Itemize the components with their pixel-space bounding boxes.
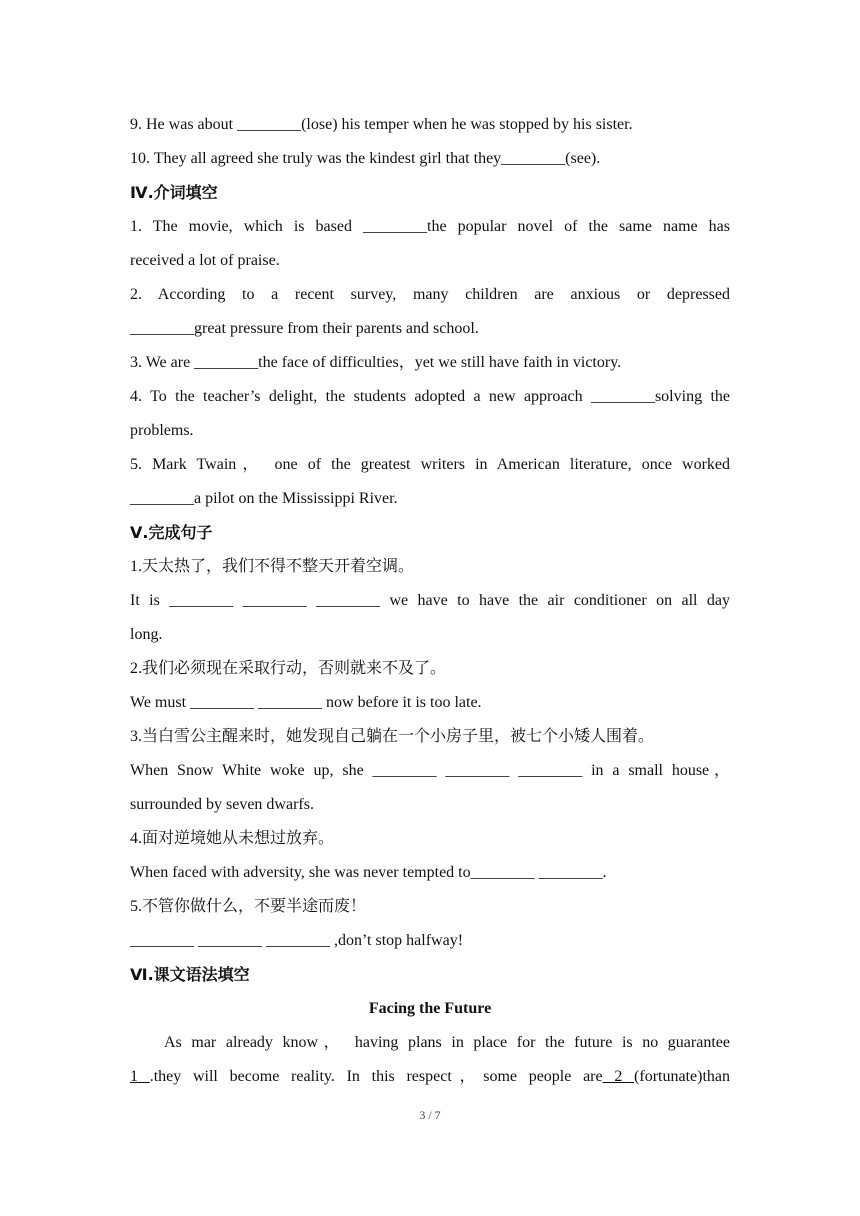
sentence-3-english-line-1: When Snow White woke up, she ________ ________ ________ in a small house， — [130, 762, 730, 779]
section-5-heading: Ⅴ.完成句子 — [130, 523, 213, 542]
passage-line-1: As mar already know， having plans in place for the future is no guarantee — [164, 1034, 730, 1051]
sentence-5-english: ________ ________ ________ ,don’t stop halfway! — [130, 932, 464, 949]
sentence-4-chinese: 4.面对逆境她从未想过放弃。 — [130, 830, 335, 847]
prep-question-1-line-1: 1. The movie, which is based ________the popular novel of the same name has — [130, 218, 730, 235]
prep-question-4-line-2: problems. — [130, 422, 194, 439]
sentence-1-english-line-1: It is ________ ________ ________ we have to have the air conditioner on all day — [130, 592, 730, 609]
prep-question-2-line-2: ________great pressure from their parents and school. — [130, 320, 479, 337]
section-4-heading: Ⅳ.介词填空 — [130, 183, 218, 202]
blank-1: 1 — [130, 1068, 150, 1085]
sentence-1-english-line-2: long. — [130, 626, 163, 643]
prep-question-5-line-2: ________a pilot on the Mississippi River. — [130, 490, 398, 507]
sentence-4-english: When faced with adversity, she was never tempted to________ ________. — [130, 864, 607, 881]
document-page — [130, 108, 730, 1094]
prep-question-5-line-1: 5. Mark Twain， one of the greatest writers in American literature, once worked — [130, 456, 730, 473]
passage-line-2-text-end: (fortunate)than — [634, 1068, 730, 1085]
page-number: 3 / 7 — [419, 1108, 441, 1122]
sentence-2-chinese: 2.我们必须现在采取行动，否则就来不及了。 — [130, 660, 447, 677]
passage-line-2 — [130, 1060, 730, 1094]
passage-title: Facing the Future — [368, 1000, 492, 1017]
sentence-3-chinese: 3.当白雪公主醒来时，她发现自己躺在一个小房子里，被七个小矮人围着。 — [130, 728, 655, 745]
sentence-5-chinese: 5.不管你做什么，不要半途而废！ — [130, 898, 367, 915]
sentence-1-chinese: 1.天太热了，我们不得不整天开着空调。 — [130, 558, 415, 575]
sentence-2-english: We must ________ ________ now before it is too late. — [130, 694, 482, 711]
passage-line-2-text: .they will become reality. In this respect，some people are — [149, 1068, 603, 1085]
prep-question-1-line-2: received a lot of praise. — [130, 252, 280, 269]
prep-question-3: 3. We are ________the face of difficulties，yet we still have faith in victory. — [130, 354, 622, 371]
sentence-3-english-line-2: surrounded by seven dwarfs. — [130, 796, 314, 813]
blank-2: 2 — [602, 1068, 635, 1085]
question-9: 9. He was about ________(lose) his temper when he was stopped by his sister. — [130, 116, 633, 133]
question-10: 10. They all agreed she truly was the kindest girl that they________(see). — [130, 150, 601, 167]
section-6-heading: Ⅵ.课文语法填空 — [130, 965, 250, 984]
prep-question-4-line-1: 4. To the teacher’s delight, the students adopted a new approach ________solving the — [130, 388, 730, 405]
prep-question-2-line-1: 2. According to a recent survey, many children are anxious or depressed — [130, 286, 730, 303]
